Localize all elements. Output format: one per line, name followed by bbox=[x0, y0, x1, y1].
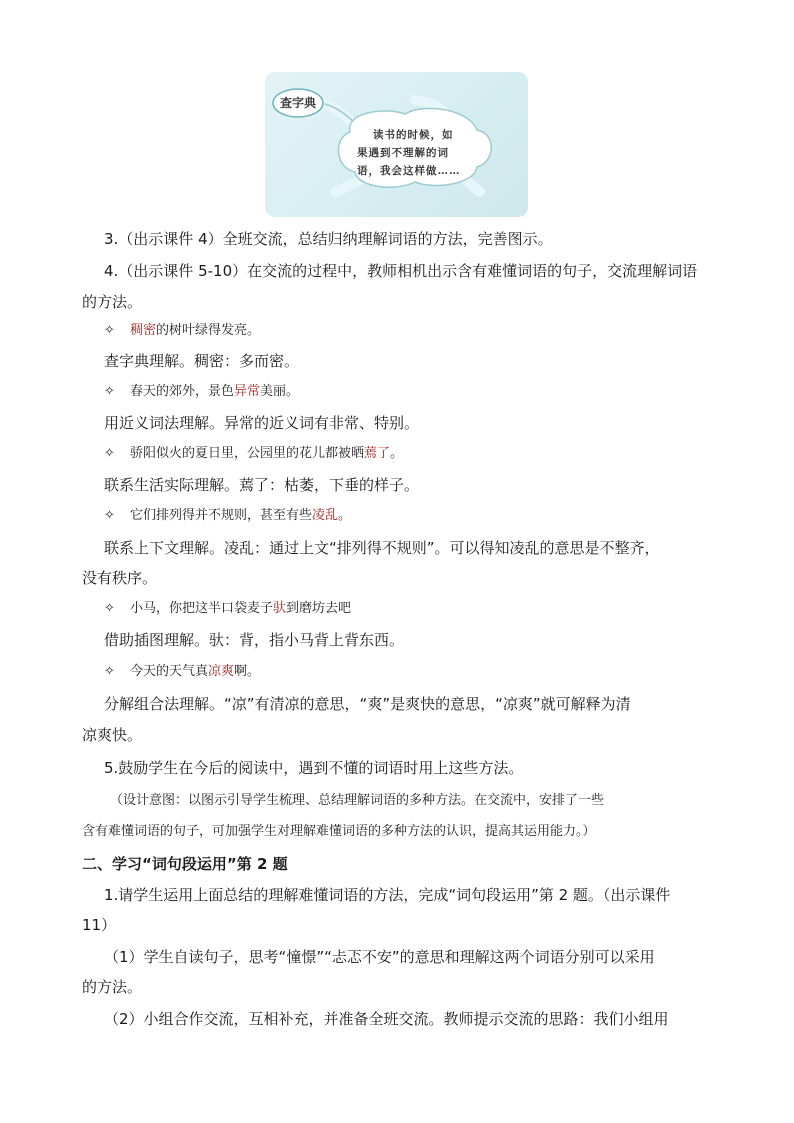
diamond-bullet-icon: ✧ bbox=[104, 446, 115, 461]
section2-p3-line1: （2）小组合作交流，互相补充，并准备全班交流。教师提示交流的思路：我们小组用 bbox=[104, 1010, 669, 1028]
mind-map-figure bbox=[265, 72, 528, 217]
highlighted-word: 蔫了 bbox=[364, 446, 391, 461]
cloud-line: 果遇到不理解的词 bbox=[357, 147, 449, 159]
diamond-bullet-icon: ✧ bbox=[104, 508, 115, 523]
highlighted-word: 异常 bbox=[234, 384, 261, 399]
example-explanation: 联系上下文理解。凌乱：通过上文“排列得不规则”。可以得知凌乱的意思是不整齐， bbox=[104, 539, 660, 557]
design-note-line2: 含有难懂词语的句子，可加强学生对理解难懂词语的多种方法的认识，提高其运用能力。） bbox=[82, 824, 596, 839]
figure-node-label: 查字典 bbox=[279, 96, 316, 110]
example-explanation-cont: 没有秩序。 bbox=[82, 569, 158, 587]
cloud-line: 语，我会这样做…… bbox=[357, 165, 461, 177]
step-3: 3.（出示课件 4）全班交流，总结归纳理解词语的方法，完善图示。 bbox=[104, 230, 553, 248]
diamond-bullet-icon: ✧ bbox=[104, 664, 115, 679]
highlighted-word: 凌乱 bbox=[312, 508, 339, 523]
section2-p2-line2: 的方法。 bbox=[82, 978, 143, 996]
step-5: 5.鼓励学生在今后的阅读中，遇到不懂的词语时用上这些方法。 bbox=[104, 759, 524, 777]
example-explanation: 分解组合法理解。“凉”有清凉的意思，“爽”是爽快的意思，“凉爽”就可解释为清 bbox=[104, 695, 631, 713]
example-sentence: ✧ 稠密的树叶绿得发亮。 bbox=[104, 321, 724, 341]
example-explanation: 联系生活实际理解。蔫了：枯萎，下垂的样子。 bbox=[104, 476, 420, 494]
example-explanation-cont: 凉爽快。 bbox=[82, 726, 143, 744]
example-sentence: ✧ 春天的郊外，景色异常美丽。 bbox=[104, 382, 724, 402]
section2-p2-line1: （1）学生自读句子，思考“憧憬”“忐忑不安”的意思和理解这两个词语分别可以采用 bbox=[104, 948, 655, 966]
diamond-bullet-icon: ✧ bbox=[104, 384, 115, 399]
example-sentence: ✧ 它们排列得并不规则，甚至有些凌乱。 bbox=[104, 506, 724, 526]
highlighted-word: 稠密 bbox=[130, 323, 157, 338]
design-note-line1: （设计意图：以图示引导学生梳理、总结理解词语的多种方法。在交流中，安排了一些 bbox=[110, 793, 605, 808]
step-4-line2: 的方法。 bbox=[82, 293, 143, 311]
example-explanation: 借助插图理解。驮：背，指小马背上背东西。 bbox=[104, 631, 405, 649]
example-sentence: ✧ 今天的天气真凉爽啊。 bbox=[104, 662, 724, 682]
section2-p1-line1: 1.请学生运用上面总结的理解难懂词语的方法，完成“词句段运用”第 2 题。（出示课件 bbox=[104, 886, 671, 904]
example-sentence: ✧ 骄阳似火的夏日里，公园里的花儿都被晒蔫了。 bbox=[104, 444, 724, 464]
section2-p1-line2: 11） bbox=[82, 916, 117, 934]
diamond-bullet-icon: ✧ bbox=[104, 601, 115, 616]
figure-cloud-text bbox=[357, 126, 477, 180]
example-explanation: 用近义词法理解。异常的近义词有非常、特别。 bbox=[104, 414, 420, 432]
example-explanation: 查字典理解。稠密：多而密。 bbox=[104, 352, 300, 370]
diamond-bullet-icon: ✧ bbox=[104, 323, 115, 338]
example-sentence: ✧ 小马，你把这半口袋麦子驮到磨坊去吧 bbox=[104, 599, 724, 619]
highlighted-word: 凉爽 bbox=[208, 664, 235, 679]
cloud-line: 读书的时候，如 bbox=[373, 129, 454, 141]
section-heading: 二、学习“词句段运用”第 2 题 bbox=[82, 855, 288, 873]
highlighted-word: 驮 bbox=[273, 601, 287, 616]
step-4-line1: 4.（出示课件 5-10）在交流的过程中，教师相机出示含有难懂词语的句子，交流理解词语 bbox=[104, 262, 698, 280]
